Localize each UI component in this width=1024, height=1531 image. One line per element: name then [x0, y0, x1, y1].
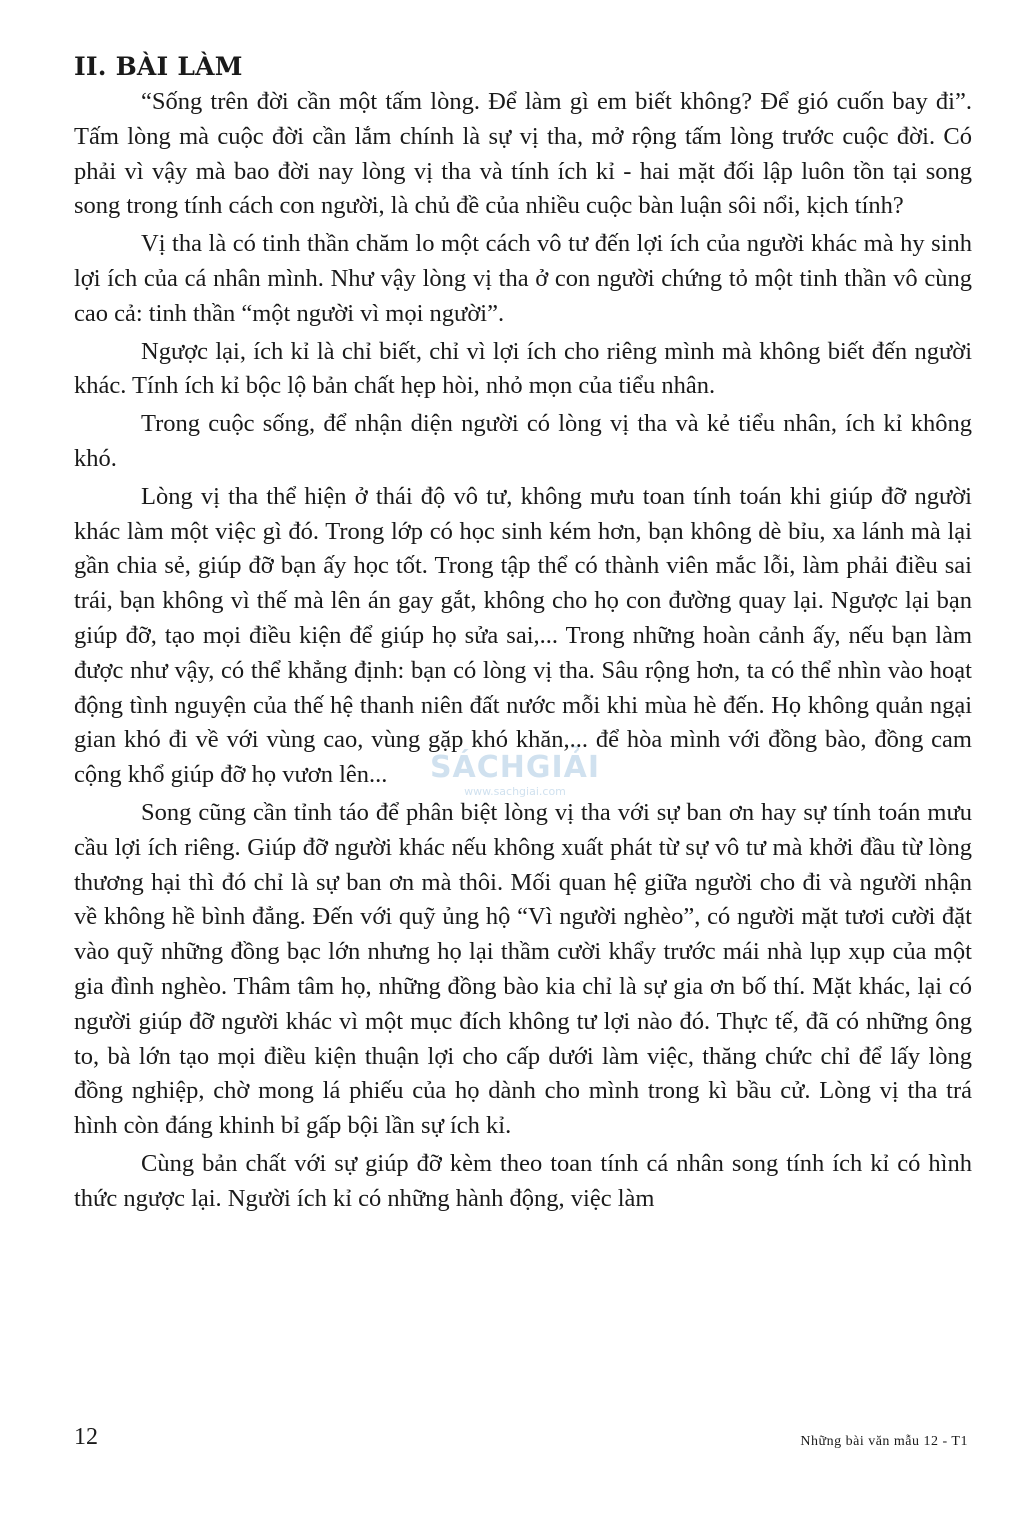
paragraph-5: Lòng vị tha thể hiện ở thái độ vô tư, không mưu toan tính toán khi giúp đỡ người khác làm một việc gì đó. Trong lớp có học sinh kém hơn, bạn không dè bỉu, xa lánh mà lại gần chia sẻ, giúp đỡ bạn ấy học tốt. Trong tập thể có thành viên mắc lỗi, làm phải điều sai trái, bạn không vì thế mà lên án gay gắt, không cho họ con đường quay lại. Ngược lại bạn giúp đỡ, tạo mọi điều kiện để giúp họ sửa sai,... Trong những hoàn cảnh ấy, nếu bạn làm được như vậy, có thể khẳng định: bạn có lòng vị tha. Sâu rộng hơn, ta có thể nhìn vào hoạt động tình nguyện của thế hệ thanh niên đất nước mỗi khi mùa hè đến. Họ không quản ngại gian khó đi về với vùng cao, vùng gặp khó khăn,... để hòa mình với đồng bào, đồng cam cộng khổ giúp đỡ họ vươn lên... [74, 482, 972, 789]
watermark-logo: SÁCHGIẢI [429, 750, 601, 785]
paragraph-3: Ngược lại, ích kỉ là chỉ biết, chỉ vì lợi ích cho riêng mình mà không biết đến người khác. Tính ích kỉ bộc lộ bản chất hẹp hòi, nhỏ mọn của tiểu nhân. [74, 337, 972, 400]
paragraph-2: Vị tha là có tinh thần chăm lo một cách vô tư đến lợi ích của người khác mà hy sinh lợi ích của cá nhân mình. Như vậy lòng vị tha ở con người chứng tỏ một tinh thần vô cùng cao cả: tinh thần “một người vì mọi người”. [74, 230, 972, 327]
page-footer [74, 1424, 972, 1454]
watermark-url: www.sachgiai.com [464, 785, 566, 798]
page-number: 12 [74, 1424, 98, 1450]
paragraph-6: Song cũng cần tỉnh táo để phân biệt lòng vị tha với sự ban ơn hay sự tính toán mưu cầu lợi ích riêng. Giúp đỡ người khác nếu không xuất phát từ sự vô tư mà khởi đầu từ lòng thương hại thì đó chỉ là sự ban ơn mà thôi. Mối quan hệ giữa người cho đi và người nhận về không hề bình đẳng. Đến với quỹ ủng hộ “Vì người nghèo”, có người mặt tươi cười đặt vào quỹ những đồng bạc lớn nhưng họ lại thầm cười khẩy trước mái nhà lụp xụp của một gia đình nghèo. Thâm tâm họ, những đồng bào kia chỉ là sự gia ơn bố thí. Mặt khác, lại có người giúp đỡ người khác vì một mục đích không tư lợi nào đó. Thực tế, đã có những ông to, bà lớn tạo mọi điều kiện thuận lợi cho cấp dưới làm việc, thăng chức chỉ để lấy lòng đồng nghiệp, chờ mong lá phiếu của họ dành cho mình trong kì bầu cử. Lòng vị tha trá hình còn đáng khinh bỉ gấp bội lần sự ích kỉ. [74, 798, 972, 1140]
running-footer-title: Những bài văn mẫu 12 - T1 [800, 1434, 968, 1449]
paragraph-1: “Sống trên đời cần một tấm lòng. Để làm gì em biết không? Để gió cuốn bay đi”. Tấm lòng mà cuộc đời cần lắm chính là sự vị tha, mở rộng tấm lòng trước cuộc đời. Có phải vì vậy mà bao đời nay lòng vị tha và tính ích kỉ - hai mặt đối lập luôn tồn tại song song trong tính cách con người, là chủ đề của nhiều cuộc bàn luận sôi nổi, kịch tính? [74, 88, 972, 220]
section-heading: II. BÀI LÀM [74, 52, 243, 81]
paragraph-4: Trong cuộc sống, để nhận diện người có lòng vị tha và kẻ tiểu nhân, ích kỉ không khó. [74, 410, 972, 472]
page-body [74, 48, 972, 1220]
paragraph-7: Cùng bản chất với sự giúp đỡ kèm theo toan tính cá nhân song tính ích kỉ có hình thức ngược lại. Người ích kỉ có những hành động, việc làm [74, 1149, 972, 1212]
